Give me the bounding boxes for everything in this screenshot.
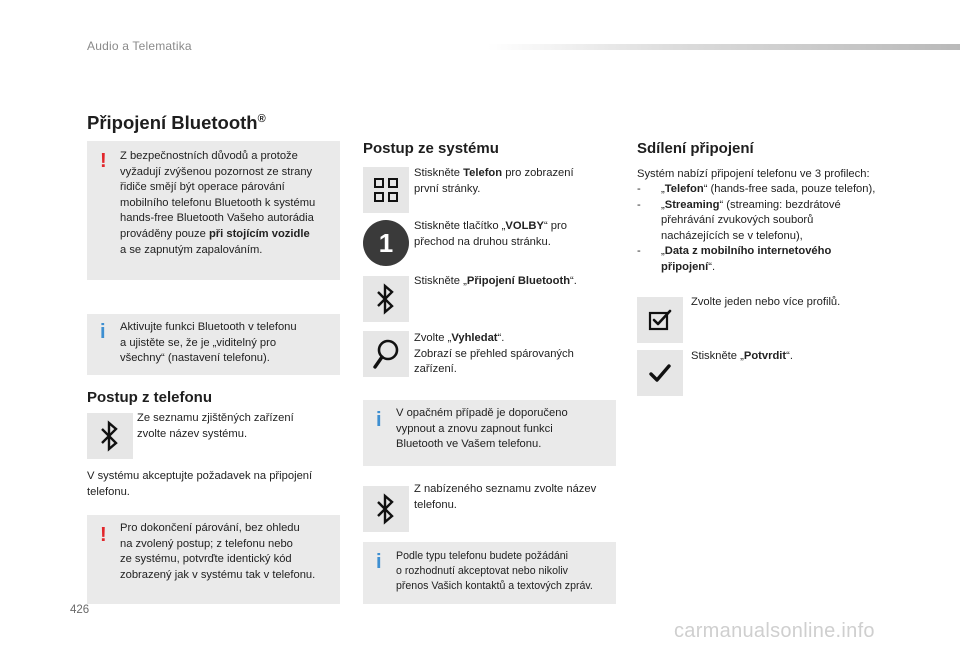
- section-title: Audio a Telematika: [87, 39, 192, 53]
- system-step-bluetooth-connection: Stiskněte „Připojení Bluetooth“.: [414, 275, 577, 287]
- phone-step-select-system: Ze seznamu zjištěných zařízení zvolte název systému.: [137, 412, 294, 440]
- warning-mark-icon: !: [100, 524, 107, 546]
- checkbox-icon: [647, 308, 673, 332]
- info-mark-icon: i: [376, 409, 382, 431]
- bluetooth-connection-icon-box: [363, 276, 409, 322]
- system-step-telephone: Stiskněte Telefon pro zobrazení první stránky.: [414, 167, 574, 195]
- sharing-step-select-profiles: Zvolte jeden nebo více profilů.: [691, 296, 841, 308]
- grid-menu-icon: [373, 177, 399, 203]
- confirm-icon-box: [637, 350, 683, 396]
- system-step-search: Zvolte „Vyhledat“. Zobrazí se přehled spárovaných zařízení.: [414, 332, 574, 376]
- checkmark-icon: [648, 362, 672, 384]
- select-profiles-icon-box: [637, 297, 683, 343]
- restart-bluetooth-info-note: i V opačném případě je doporučeno vypnout a znovu zapnout funkci Bluetooth ve Vašem telefonu.: [363, 400, 616, 466]
- site-watermark: carmanualsonline.info: [674, 620, 875, 642]
- search-icon-box: [363, 331, 409, 377]
- bluetooth-icon: [376, 493, 396, 525]
- sharing-step-confirm: Stiskněte „Potvrdit“.: [691, 350, 793, 362]
- warning-mark-icon: !: [100, 150, 107, 172]
- bluetooth-icon: [376, 283, 396, 315]
- system-step-options: Stiskněte tlačítko „VOLBY“ pro přechod na druhou stránku.: [414, 220, 567, 248]
- bluetooth-icon: [100, 420, 120, 452]
- info-mark-icon: i: [376, 551, 382, 573]
- phone-procedure-heading: Postup z telefonu: [87, 389, 212, 406]
- system-procedure-heading: Postup ze systému: [363, 140, 499, 157]
- phone-bluetooth-icon-box: [87, 413, 133, 459]
- telephone-menu-icon-box: [363, 167, 409, 213]
- select-phone-icon-box: [363, 486, 409, 532]
- profiles-intro: Systém nabízí připojení telefonu ve 3 profilech:: [637, 168, 870, 180]
- bluetooth-activation-info-note: i Aktivujte funkci Bluetooth v telefonu a ujistěte se, že je „viditelný pro všechny“ (nastavení telefonu).: [87, 314, 340, 375]
- safety-warning-note: ! Z bezpečnostních důvodů a protože vyžadují zvýšenou pozornost ze strany řidiče smějí být operace párování mobilního telefonu Bluetooth k systému hands-free Bluetooth Vašeho autorádia prováděny pouze při stojícím vozidle a se zapnutým zapalováním.: [87, 141, 340, 280]
- info-mark-icon: i: [100, 321, 106, 343]
- pairing-code-warning-note: ! Pro dokončení párování, bez ohledu na zvolený postup; z telefonu nebo ze systému, potvrďte identický kód zobrazený jak v systému tak v telefonu.: [87, 515, 340, 604]
- connection-sharing-heading: Sdílení připojení: [637, 140, 754, 157]
- step-number-badge: 1: [363, 220, 409, 266]
- system-step-select-phone: Z nabízeného seznamu zvolte název telefonu.: [414, 483, 597, 511]
- search-icon: [370, 337, 402, 371]
- page-title: Připojení Bluetooth®: [87, 112, 266, 133]
- page-number: 426: [70, 604, 90, 616]
- header-decor-bar: [488, 44, 960, 50]
- accept-request-text: V systému akceptujte požadavek na připojení telefonu.: [87, 470, 313, 498]
- contacts-transfer-info-note: i Podle typu telefonu budete požádáni o rozhodnutí akceptovat nebo nikoliv přenos Vašich kontaktů a textových zpráv.: [363, 542, 616, 604]
